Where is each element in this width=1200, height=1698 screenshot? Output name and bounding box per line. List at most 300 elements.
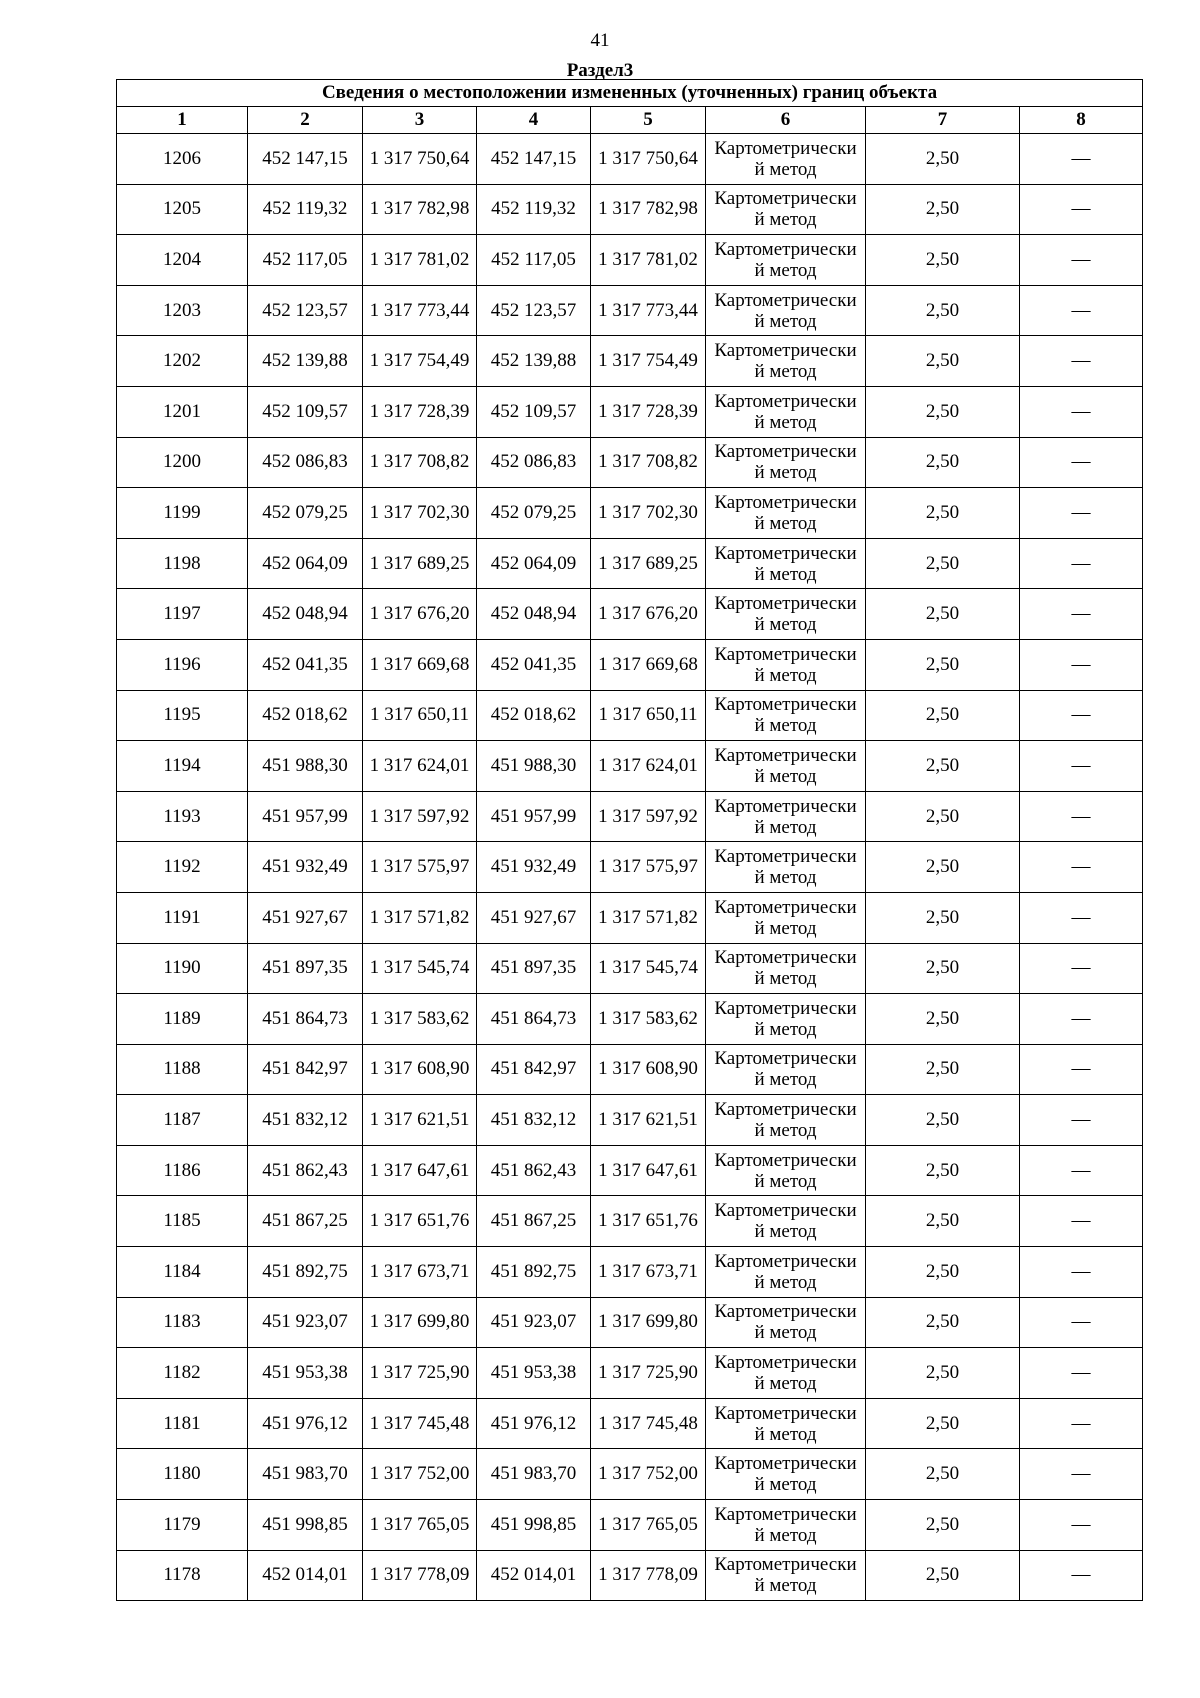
- y-existing-cell: 1 317 621,51: [363, 1095, 477, 1146]
- point-number-cell: 1193: [117, 791, 248, 842]
- y-existing-cell: 1 317 571,82: [363, 892, 477, 943]
- description-cell: —: [1020, 639, 1143, 690]
- precision-cell: 2,50: [866, 1095, 1020, 1146]
- method-line-1: Картометрически: [714, 1301, 857, 1323]
- method-line-1: Картометрически: [714, 340, 857, 362]
- table-row: [117, 1398, 1143, 1449]
- method-line-2: й метод: [754, 715, 817, 737]
- description-cell: —: [1020, 1247, 1143, 1298]
- x-new-cell: 452 123,57: [477, 285, 591, 336]
- column-number: 1: [117, 107, 248, 134]
- x-existing-cell: 452 119,32: [248, 184, 363, 235]
- method-line-1: Картометрически: [714, 1048, 857, 1070]
- description-cell: —: [1020, 1044, 1143, 1095]
- table-row: [117, 386, 1143, 437]
- y-new-cell: 1 317 676,20: [591, 589, 706, 640]
- table-caption-row: [117, 80, 1143, 107]
- method-line-2: й метод: [754, 462, 817, 484]
- x-existing-cell: 452 139,88: [248, 336, 363, 387]
- x-existing-cell: 451 988,30: [248, 741, 363, 792]
- method-cell: [706, 437, 866, 488]
- y-new-cell: 1 317 781,02: [591, 235, 706, 286]
- column-number: 2: [248, 107, 363, 134]
- method-line-2: й метод: [754, 1373, 817, 1395]
- method-line-1: Картометрически: [714, 1099, 857, 1121]
- table-row: [117, 134, 1143, 185]
- x-existing-cell: 451 932,49: [248, 842, 363, 893]
- method-line-1: Картометрически: [714, 1352, 857, 1374]
- method-line-2: й метод: [754, 1069, 817, 1091]
- method-line-1: Картометрически: [714, 1200, 857, 1222]
- x-existing-cell: 451 862,43: [248, 1145, 363, 1196]
- method-line-1: Картометрически: [714, 1402, 857, 1424]
- method-line-2: й метод: [754, 310, 817, 332]
- point-number-cell: 1201: [117, 386, 248, 437]
- description-cell: —: [1020, 437, 1143, 488]
- x-new-cell: 451 842,97: [477, 1044, 591, 1095]
- table-row: [117, 943, 1143, 994]
- precision-cell: 2,50: [866, 1297, 1020, 1348]
- description-cell: —: [1020, 690, 1143, 741]
- x-new-cell: 451 927,67: [477, 892, 591, 943]
- table-row: [117, 994, 1143, 1045]
- point-number-cell: 1185: [117, 1196, 248, 1247]
- y-new-cell: 1 317 750,64: [591, 134, 706, 185]
- x-new-cell: 452 139,88: [477, 336, 591, 387]
- method-line-2: й метод: [754, 1120, 817, 1142]
- method-line-2: й метод: [754, 411, 817, 433]
- x-new-cell: 452 018,62: [477, 690, 591, 741]
- precision-cell: 2,50: [866, 134, 1020, 185]
- description-cell: —: [1020, 1196, 1143, 1247]
- description-cell: —: [1020, 1145, 1143, 1196]
- precision-cell: 2,50: [866, 639, 1020, 690]
- y-new-cell: 1 317 669,68: [591, 639, 706, 690]
- x-new-cell: 452 119,32: [477, 184, 591, 235]
- x-new-cell: 451 953,38: [477, 1348, 591, 1399]
- point-number-cell: 1195: [117, 690, 248, 741]
- y-new-cell: 1 317 651,76: [591, 1196, 706, 1247]
- point-number-cell: 1190: [117, 943, 248, 994]
- description-cell: —: [1020, 488, 1143, 539]
- table-row: [117, 1044, 1143, 1095]
- method-line-2: й метод: [754, 867, 817, 889]
- y-existing-cell: 1 317 647,61: [363, 1145, 477, 1196]
- precision-cell: 2,50: [866, 1247, 1020, 1298]
- y-new-cell: 1 317 608,90: [591, 1044, 706, 1095]
- point-number-cell: 1196: [117, 639, 248, 690]
- method-line-1: Картометрически: [714, 238, 857, 260]
- description-cell: —: [1020, 1348, 1143, 1399]
- table-row: [117, 184, 1143, 235]
- y-new-cell: 1 317 708,82: [591, 437, 706, 488]
- precision-cell: 2,50: [866, 1348, 1020, 1399]
- precision-cell: 2,50: [866, 437, 1020, 488]
- x-new-cell: 451 864,73: [477, 994, 591, 1045]
- description-cell: —: [1020, 1095, 1143, 1146]
- method-cell: [706, 285, 866, 336]
- y-new-cell: 1 317 647,61: [591, 1145, 706, 1196]
- precision-cell: 2,50: [866, 741, 1020, 792]
- precision-cell: 2,50: [866, 943, 1020, 994]
- method-cell: [706, 1550, 866, 1601]
- table-row: [117, 741, 1143, 792]
- point-number-cell: 1198: [117, 538, 248, 589]
- x-existing-cell: 452 048,94: [248, 589, 363, 640]
- column-number: 8: [1020, 107, 1143, 134]
- method-line-2: й метод: [754, 512, 817, 534]
- y-new-cell: 1 317 699,80: [591, 1297, 706, 1348]
- y-new-cell: 1 317 689,25: [591, 538, 706, 589]
- description-cell: —: [1020, 741, 1143, 792]
- description-cell: —: [1020, 538, 1143, 589]
- method-cell: [706, 1095, 866, 1146]
- point-number-cell: 1194: [117, 741, 248, 792]
- y-existing-cell: 1 317 583,62: [363, 994, 477, 1045]
- x-new-cell: 451 988,30: [477, 741, 591, 792]
- method-cell: [706, 134, 866, 185]
- method-line-1: Картометрически: [714, 1149, 857, 1171]
- table-caption: Сведения о местоположении измененных (уточненных) границ объекта: [117, 80, 1143, 107]
- method-cell: [706, 1398, 866, 1449]
- precision-cell: 2,50: [866, 1500, 1020, 1551]
- table-row: [117, 235, 1143, 286]
- table-row: [117, 892, 1143, 943]
- y-existing-cell: 1 317 773,44: [363, 285, 477, 336]
- column-number: 4: [477, 107, 591, 134]
- x-existing-cell: 451 897,35: [248, 943, 363, 994]
- y-existing-cell: 1 317 702,30: [363, 488, 477, 539]
- method-cell: [706, 943, 866, 994]
- column-number-row: [117, 107, 1143, 134]
- point-number-cell: 1178: [117, 1550, 248, 1601]
- method-cell: [706, 690, 866, 741]
- description-cell: —: [1020, 842, 1143, 893]
- y-new-cell: 1 317 650,11: [591, 690, 706, 741]
- x-new-cell: 451 832,12: [477, 1095, 591, 1146]
- method-line-2: й метод: [754, 1474, 817, 1496]
- y-existing-cell: 1 317 750,64: [363, 134, 477, 185]
- method-line-2: й метод: [754, 765, 817, 787]
- y-new-cell: 1 317 702,30: [591, 488, 706, 539]
- table-row: [117, 842, 1143, 893]
- description-cell: —: [1020, 386, 1143, 437]
- table-row: [117, 336, 1143, 387]
- table-row: [117, 1449, 1143, 1500]
- y-new-cell: 1 317 778,09: [591, 1550, 706, 1601]
- precision-cell: 2,50: [866, 488, 1020, 539]
- y-new-cell: 1 317 583,62: [591, 994, 706, 1045]
- table-row: [117, 1550, 1143, 1601]
- y-existing-cell: 1 317 597,92: [363, 791, 477, 842]
- y-new-cell: 1 317 728,39: [591, 386, 706, 437]
- table-body: [117, 134, 1143, 1601]
- y-existing-cell: 1 317 745,48: [363, 1398, 477, 1449]
- point-number-cell: 1182: [117, 1348, 248, 1399]
- method-cell: [706, 1348, 866, 1399]
- description-cell: —: [1020, 943, 1143, 994]
- point-number-cell: 1199: [117, 488, 248, 539]
- method-line-1: Картометрически: [714, 441, 857, 463]
- point-number-cell: 1187: [117, 1095, 248, 1146]
- method-cell: [706, 488, 866, 539]
- x-existing-cell: 452 018,62: [248, 690, 363, 741]
- x-new-cell: 451 923,07: [477, 1297, 591, 1348]
- method-line-2: й метод: [754, 1575, 817, 1597]
- table-row: [117, 1196, 1143, 1247]
- method-line-1: Картометрически: [714, 1503, 857, 1525]
- y-existing-cell: 1 317 673,71: [363, 1247, 477, 1298]
- method-line-2: й метод: [754, 158, 817, 180]
- description-cell: —: [1020, 134, 1143, 185]
- method-line-1: Картометрически: [714, 137, 857, 159]
- method-line-2: й метод: [754, 614, 817, 636]
- point-number-cell: 1188: [117, 1044, 248, 1095]
- y-existing-cell: 1 317 651,76: [363, 1196, 477, 1247]
- method-cell: [706, 1196, 866, 1247]
- boundary-coordinates-table: [116, 79, 1143, 1601]
- point-number-cell: 1197: [117, 589, 248, 640]
- x-new-cell: 451 862,43: [477, 1145, 591, 1196]
- x-existing-cell: 451 842,97: [248, 1044, 363, 1095]
- point-number-cell: 1206: [117, 134, 248, 185]
- precision-cell: 2,50: [866, 589, 1020, 640]
- point-number-cell: 1183: [117, 1297, 248, 1348]
- description-cell: —: [1020, 589, 1143, 640]
- precision-cell: 2,50: [866, 386, 1020, 437]
- description-cell: —: [1020, 1500, 1143, 1551]
- x-existing-cell: 452 147,15: [248, 134, 363, 185]
- x-existing-cell: 452 086,83: [248, 437, 363, 488]
- column-number: 5: [591, 107, 706, 134]
- x-existing-cell: 451 953,38: [248, 1348, 363, 1399]
- method-cell: [706, 1449, 866, 1500]
- table-row: [117, 1247, 1143, 1298]
- x-existing-cell: 451 832,12: [248, 1095, 363, 1146]
- precision-cell: 2,50: [866, 1145, 1020, 1196]
- point-number-cell: 1205: [117, 184, 248, 235]
- table-row: [117, 589, 1143, 640]
- y-new-cell: 1 317 765,05: [591, 1500, 706, 1551]
- point-number-cell: 1191: [117, 892, 248, 943]
- method-line-2: й метод: [754, 563, 817, 585]
- y-existing-cell: 1 317 782,98: [363, 184, 477, 235]
- method-cell: [706, 994, 866, 1045]
- table-row: [117, 1297, 1143, 1348]
- method-cell: [706, 184, 866, 235]
- y-existing-cell: 1 317 778,09: [363, 1550, 477, 1601]
- x-new-cell: 451 976,12: [477, 1398, 591, 1449]
- point-number-cell: 1181: [117, 1398, 248, 1449]
- description-cell: —: [1020, 336, 1143, 387]
- x-new-cell: 452 014,01: [477, 1550, 591, 1601]
- method-line-1: Картометрически: [714, 846, 857, 868]
- method-line-2: й метод: [754, 259, 817, 281]
- point-number-cell: 1179: [117, 1500, 248, 1551]
- x-new-cell: 451 932,49: [477, 842, 591, 893]
- description-cell: —: [1020, 1398, 1143, 1449]
- x-existing-cell: 451 957,99: [248, 791, 363, 842]
- description-cell: —: [1020, 994, 1143, 1045]
- x-new-cell: 452 064,09: [477, 538, 591, 589]
- method-cell: [706, 386, 866, 437]
- point-number-cell: 1180: [117, 1449, 248, 1500]
- method-line-1: Картометрически: [714, 694, 857, 716]
- description-cell: —: [1020, 235, 1143, 286]
- y-new-cell: 1 317 571,82: [591, 892, 706, 943]
- method-line-1: Картометрически: [714, 896, 857, 918]
- table-row: [117, 1095, 1143, 1146]
- table-row: [117, 1500, 1143, 1551]
- x-new-cell: 451 897,35: [477, 943, 591, 994]
- method-line-2: й метод: [754, 1271, 817, 1293]
- y-new-cell: 1 317 745,48: [591, 1398, 706, 1449]
- y-new-cell: 1 317 673,71: [591, 1247, 706, 1298]
- method-line-1: Картометрически: [714, 744, 857, 766]
- method-cell: [706, 1247, 866, 1298]
- precision-cell: 2,50: [866, 842, 1020, 893]
- x-new-cell: 451 892,75: [477, 1247, 591, 1298]
- method-cell: [706, 1500, 866, 1551]
- method-cell: [706, 741, 866, 792]
- method-line-1: Картометрически: [714, 1453, 857, 1475]
- y-existing-cell: 1 317 781,02: [363, 235, 477, 286]
- column-number: 6: [706, 107, 866, 134]
- x-existing-cell: 451 867,25: [248, 1196, 363, 1247]
- precision-cell: 2,50: [866, 1398, 1020, 1449]
- table-row: [117, 1145, 1143, 1196]
- method-cell: [706, 892, 866, 943]
- method-line-1: Картометрически: [714, 542, 857, 564]
- y-new-cell: 1 317 624,01: [591, 741, 706, 792]
- precision-cell: 2,50: [866, 184, 1020, 235]
- x-existing-cell: 452 117,05: [248, 235, 363, 286]
- y-new-cell: 1 317 575,97: [591, 842, 706, 893]
- x-existing-cell: 452 123,57: [248, 285, 363, 336]
- y-existing-cell: 1 317 725,90: [363, 1348, 477, 1399]
- table-row: [117, 488, 1143, 539]
- point-number-cell: 1192: [117, 842, 248, 893]
- x-existing-cell: 452 014,01: [248, 1550, 363, 1601]
- table-row: [117, 791, 1143, 842]
- method-line-1: Картометрически: [714, 997, 857, 1019]
- method-line-2: й метод: [754, 1423, 817, 1445]
- y-existing-cell: 1 317 699,80: [363, 1297, 477, 1348]
- y-existing-cell: 1 317 728,39: [363, 386, 477, 437]
- y-existing-cell: 1 317 545,74: [363, 943, 477, 994]
- method-line-1: Картометрически: [714, 947, 857, 969]
- table-row: [117, 690, 1143, 741]
- x-new-cell: 451 957,99: [477, 791, 591, 842]
- y-new-cell: 1 317 621,51: [591, 1095, 706, 1146]
- precision-cell: 2,50: [866, 1550, 1020, 1601]
- precision-cell: 2,50: [866, 1044, 1020, 1095]
- description-cell: —: [1020, 1550, 1143, 1601]
- x-new-cell: 451 867,25: [477, 1196, 591, 1247]
- method-cell: [706, 842, 866, 893]
- method-line-2: й метод: [754, 664, 817, 686]
- point-number-cell: 1202: [117, 336, 248, 387]
- x-existing-cell: 451 892,75: [248, 1247, 363, 1298]
- method-line-1: Картометрически: [714, 593, 857, 615]
- x-new-cell: 452 109,57: [477, 386, 591, 437]
- y-new-cell: 1 317 725,90: [591, 1348, 706, 1399]
- y-new-cell: 1 317 597,92: [591, 791, 706, 842]
- method-line-2: й метод: [754, 1221, 817, 1243]
- method-line-1: Картометрически: [714, 643, 857, 665]
- x-existing-cell: 451 983,70: [248, 1449, 363, 1500]
- method-line-2: й метод: [754, 1524, 817, 1546]
- y-new-cell: 1 317 782,98: [591, 184, 706, 235]
- x-existing-cell: 452 109,57: [248, 386, 363, 437]
- method-line-1: Картометрически: [714, 1554, 857, 1576]
- method-line-2: й метод: [754, 1170, 817, 1192]
- x-existing-cell: 452 041,35: [248, 639, 363, 690]
- y-existing-cell: 1 317 752,00: [363, 1449, 477, 1500]
- precision-cell: 2,50: [866, 690, 1020, 741]
- point-number-cell: 1200: [117, 437, 248, 488]
- method-line-2: й метод: [754, 361, 817, 383]
- x-new-cell: 452 086,83: [477, 437, 591, 488]
- y-existing-cell: 1 317 624,01: [363, 741, 477, 792]
- point-number-cell: 1204: [117, 235, 248, 286]
- x-existing-cell: 452 079,25: [248, 488, 363, 539]
- method-cell: [706, 1145, 866, 1196]
- x-new-cell: 451 983,70: [477, 1449, 591, 1500]
- table-row: [117, 1348, 1143, 1399]
- y-existing-cell: 1 317 754,49: [363, 336, 477, 387]
- y-new-cell: 1 317 752,00: [591, 1449, 706, 1500]
- x-existing-cell: 451 976,12: [248, 1398, 363, 1449]
- method-cell: [706, 336, 866, 387]
- x-existing-cell: 451 998,85: [248, 1500, 363, 1551]
- method-line-2: й метод: [754, 1018, 817, 1040]
- precision-cell: 2,50: [866, 285, 1020, 336]
- column-number: 3: [363, 107, 477, 134]
- method-line-1: Картометрически: [714, 1250, 857, 1272]
- x-existing-cell: 452 064,09: [248, 538, 363, 589]
- y-existing-cell: 1 317 689,25: [363, 538, 477, 589]
- method-cell: [706, 1297, 866, 1348]
- method-cell: [706, 538, 866, 589]
- description-cell: —: [1020, 285, 1143, 336]
- y-new-cell: 1 317 773,44: [591, 285, 706, 336]
- precision-cell: 2,50: [866, 1449, 1020, 1500]
- precision-cell: 2,50: [866, 892, 1020, 943]
- method-line-1: Картометрически: [714, 289, 857, 311]
- table-row: [117, 437, 1143, 488]
- method-line-2: й метод: [754, 816, 817, 838]
- table-row: [117, 639, 1143, 690]
- page-number: 41: [590, 30, 610, 51]
- y-new-cell: 1 317 754,49: [591, 336, 706, 387]
- table-row: [117, 538, 1143, 589]
- description-cell: —: [1020, 791, 1143, 842]
- x-new-cell: 452 041,35: [477, 639, 591, 690]
- description-cell: —: [1020, 892, 1143, 943]
- method-cell: [706, 791, 866, 842]
- y-new-cell: 1 317 545,74: [591, 943, 706, 994]
- precision-cell: 2,50: [866, 994, 1020, 1045]
- point-number-cell: 1203: [117, 285, 248, 336]
- x-new-cell: 452 147,15: [477, 134, 591, 185]
- method-line-1: Картометрически: [714, 795, 857, 817]
- precision-cell: 2,50: [866, 235, 1020, 286]
- y-existing-cell: 1 317 650,11: [363, 690, 477, 741]
- method-line-1: Картометрически: [714, 390, 857, 412]
- y-existing-cell: 1 317 669,68: [363, 639, 477, 690]
- method-line-2: й метод: [754, 1322, 817, 1344]
